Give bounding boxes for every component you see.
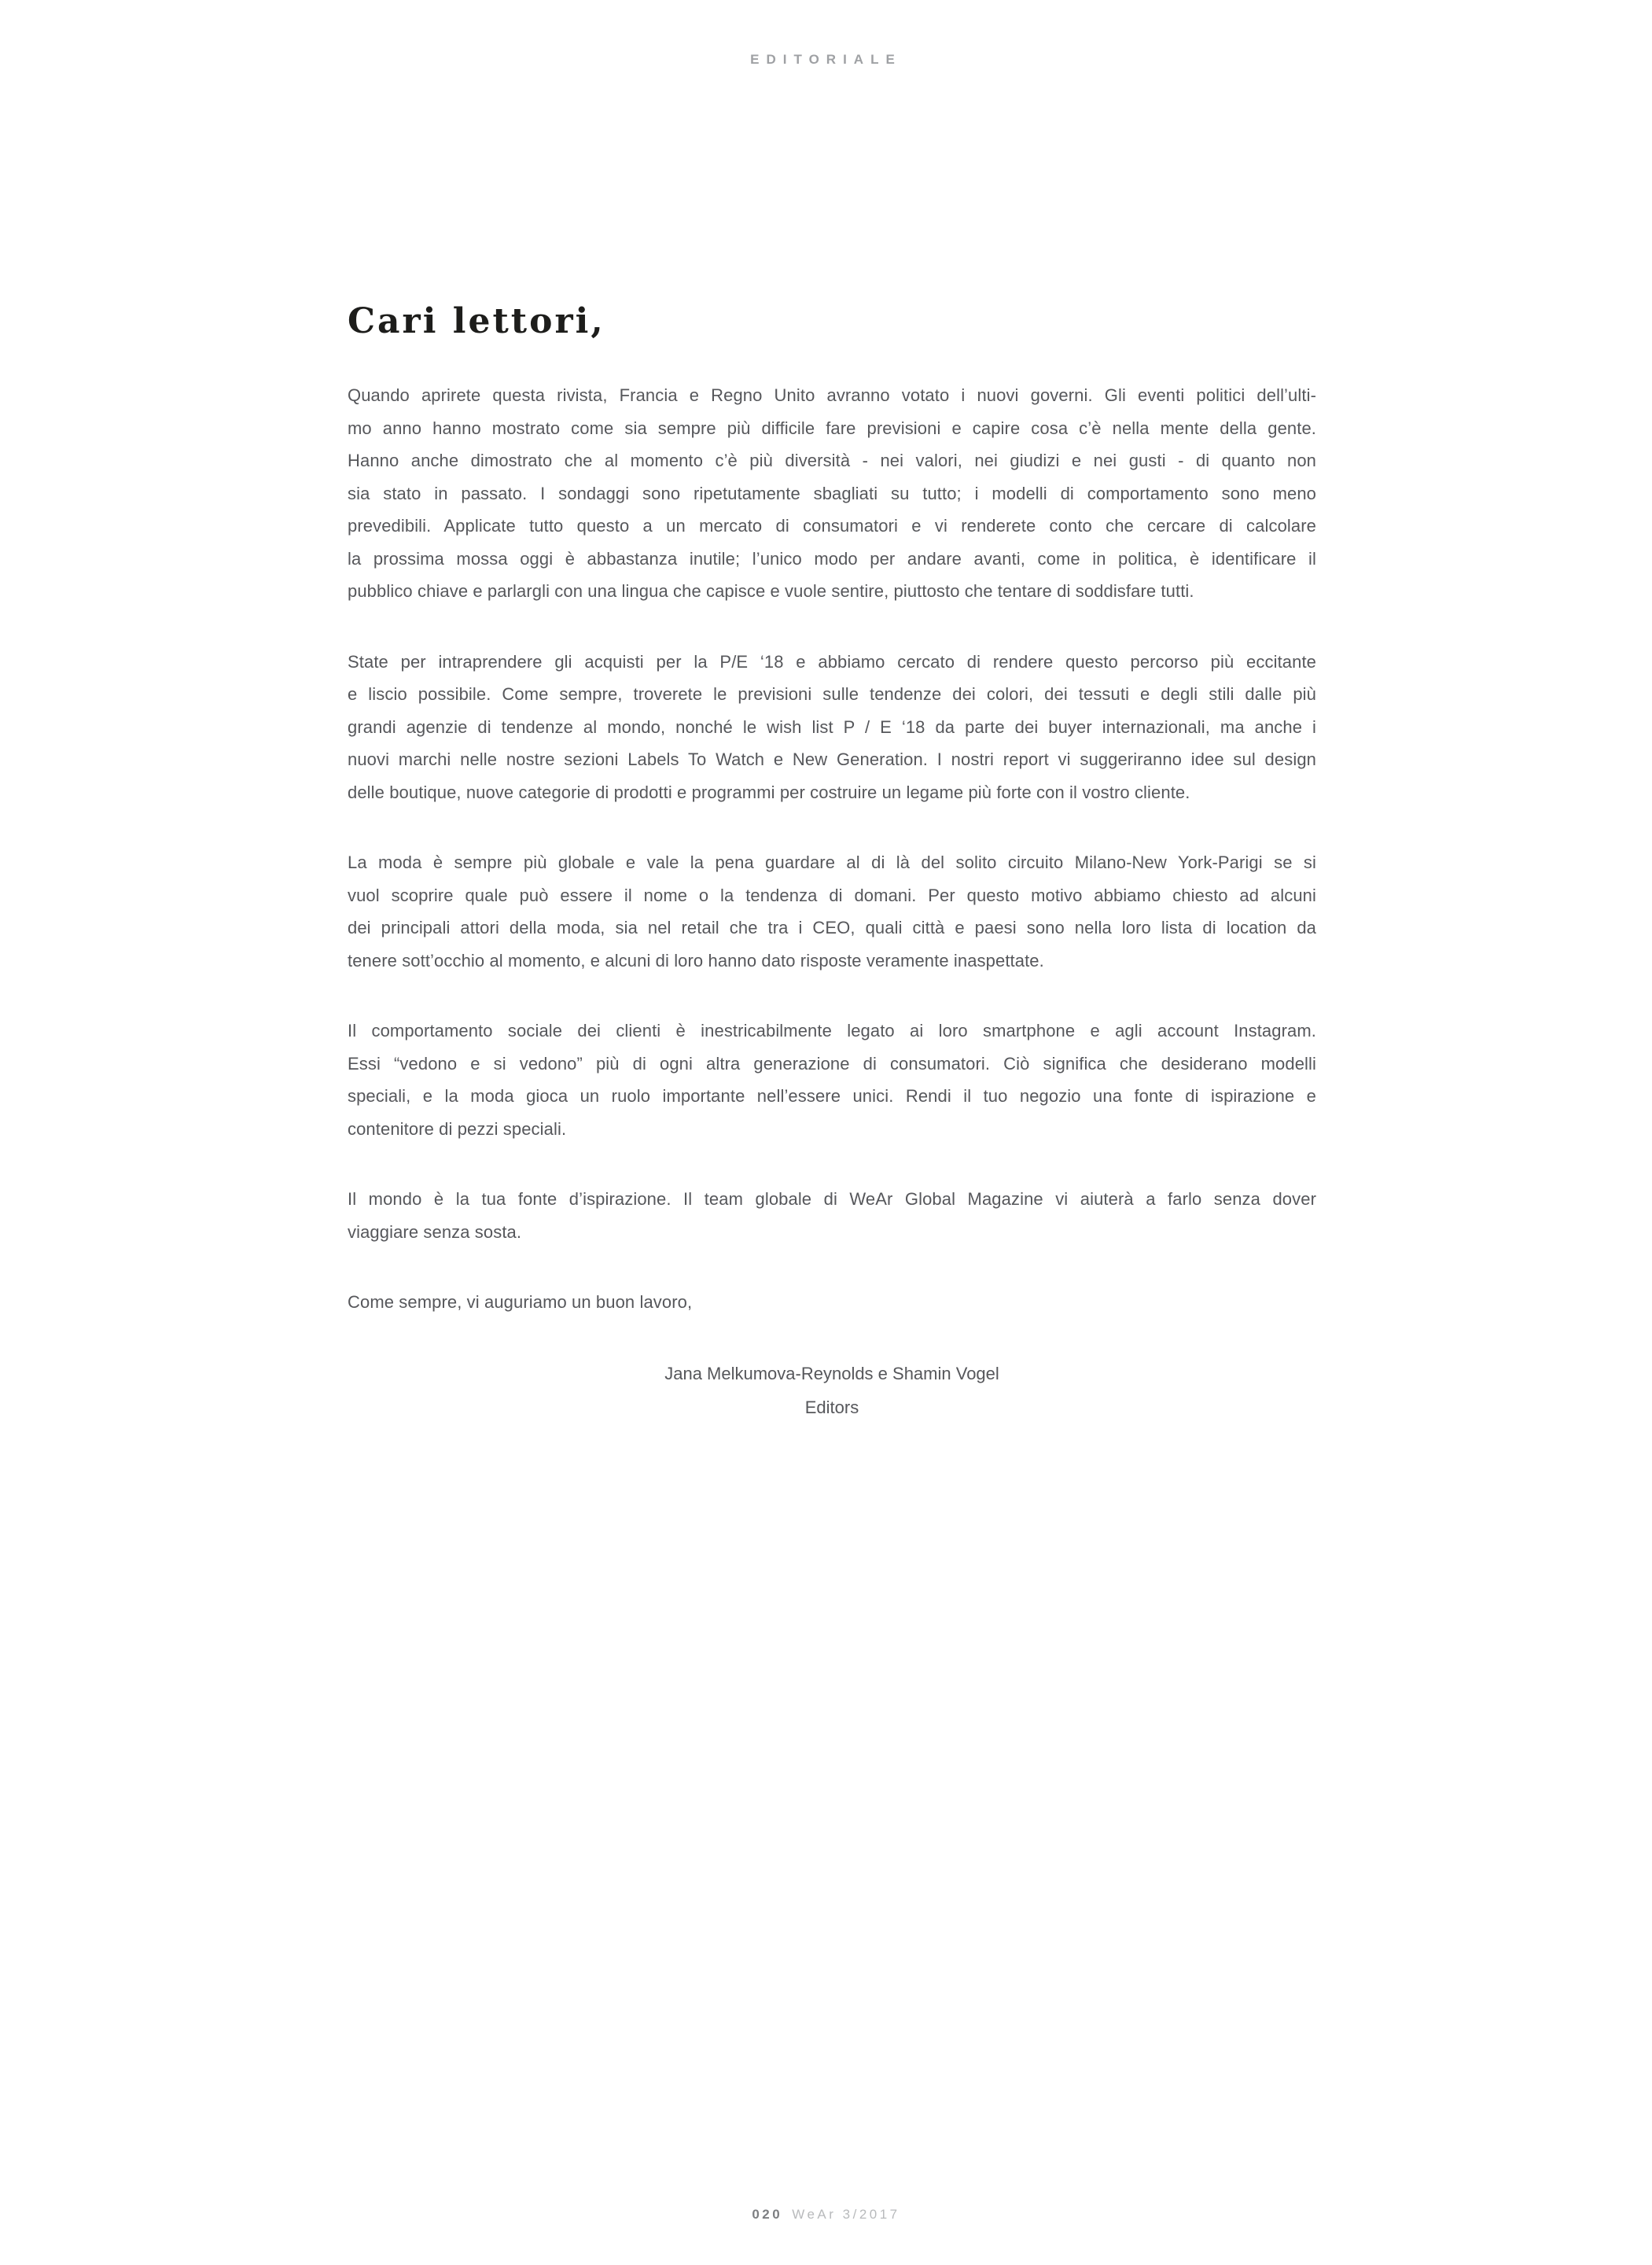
paragraph-line: Il mondo è la tua fonte d’ispirazione. Il team globale di WeAr Global Magazine vi aiuterà a farlo senza dover [348, 1189, 1316, 1209]
editorial-letter [348, 302, 1316, 1424]
paragraph-line: Quando aprirete questa rivista, Francia e Regno Unito avranno votato i nuovi governi. Gli eventi politici dell’ulti- [348, 385, 1316, 405]
paragraph-line: e liscio possibile. Come sempre, troverete le previsioni sulle tendenze dei colori, dei tessuti e degli stili dalle più [348, 684, 1316, 704]
paragraph-line: delle boutique, nuove categorie di prodotti e programmi per costruire un legame più forte con il vostro cliente. [348, 782, 1190, 802]
letter-paragraph [348, 379, 1316, 608]
paragraph-line: dei principali attori della moda, sia nel retail che tra i CEO, quali città e paesi sono nella loro lista di location da [348, 918, 1316, 937]
paragraph-line: mo anno hanno mostrato come sia sempre più difficile fare previsioni e capire cosa c’è nella mente della gente. [348, 418, 1316, 438]
letter-paragraph [348, 1183, 1316, 1248]
signature-role: Editors [804, 1397, 859, 1417]
paragraph-line: sia stato in passato. I sondaggi sono ripetutamente sbagliati su tutto; i modelli di comportamento sono meno [348, 483, 1316, 503]
paragraph-line: la prossima mossa oggi è abbastanza inutile; l’unico modo per andare avanti, come in politica, è identificare il [348, 548, 1316, 569]
letter-paragraph [348, 846, 1316, 977]
paragraph-line: nuovi marchi nelle nostre sezioni Labels To Watch e New Generation. I nostri report vi suggeriranno idee sul design [348, 749, 1316, 769]
paragraph-line: prevedibili. Applicate tutto questo a un mercato di consumatori e vi renderete conto che cercare di calcolare [348, 516, 1316, 536]
page-footer [0, 2207, 1652, 2223]
paragraph-line: State per intraprendere gli acquisti per la P/E ‘18 e abbiamo cercato di rendere questo percorso più eccitante [348, 651, 1316, 672]
paragraph-line: grandi agenzie di tendenze al mondo, nonché le wish list P / E ‘18 da parte dei buyer internazionali, ma anche i [348, 716, 1316, 737]
letter-paragraph [348, 1286, 1316, 1319]
paragraph-line: contenitore di pezzi speciali. [348, 1118, 567, 1139]
letter-heading: Cari lettori, [348, 301, 605, 341]
paragraph-line: Hanno anche dimostrato che al momento c’è più diversità - nei valori, nei giudizi e nei gusti - di quanto non [348, 451, 1316, 470]
paragraph-line: Come sempre, vi auguriamo un buon lavoro, [348, 1292, 693, 1312]
paragraph-line: La moda è sempre più globale e vale la pena guardare al di là del solito circuito Milano-New York-Parigi se si [348, 853, 1316, 872]
paragraph-line: speciali, e la moda gioca un ruolo importante nell’essere unici. Rendi il tuo negozio una fonte di ispirazione e [348, 1086, 1316, 1106]
signature-block [348, 1357, 1316, 1424]
paragraph-line: pubblico chiave e parlargli con una lingua che capisce e vuole sentire, piuttosto che tentare di soddisfare tutti. [348, 581, 1194, 601]
page-number: 020 [752, 2207, 783, 2222]
paragraph-line: tenere sott’occhio al momento, e alcuni di loro hanno dato risposte veramente inaspettate. [348, 950, 1044, 970]
paragraph-line: viaggiare senza sosta. [348, 1221, 522, 1242]
paragraph-line: vuol scoprire quale può essere il nome o la tendenza di domani. Per questo motivo abbiamo chiesto ad alcuni [348, 885, 1316, 905]
signature-names: Jana Melkumova-Reynolds e Shamin Vogel [664, 1363, 999, 1383]
letter-paragraph [348, 1015, 1316, 1145]
paragraph-line: Il comportamento sociale dei clienti è inestricabilmente legato ai loro smartphone e agli account Instagram. [348, 1021, 1316, 1040]
issue-label: WeAr 3/2017 [792, 2207, 900, 2222]
section-kicker: EDITORIALE [750, 52, 902, 67]
paragraph-line: Essi “vedono e si vedono” più di ogni altra generazione di consumatori. Ciò significa che desiderano modelli [348, 1053, 1316, 1074]
letter-paragraph [348, 646, 1316, 809]
